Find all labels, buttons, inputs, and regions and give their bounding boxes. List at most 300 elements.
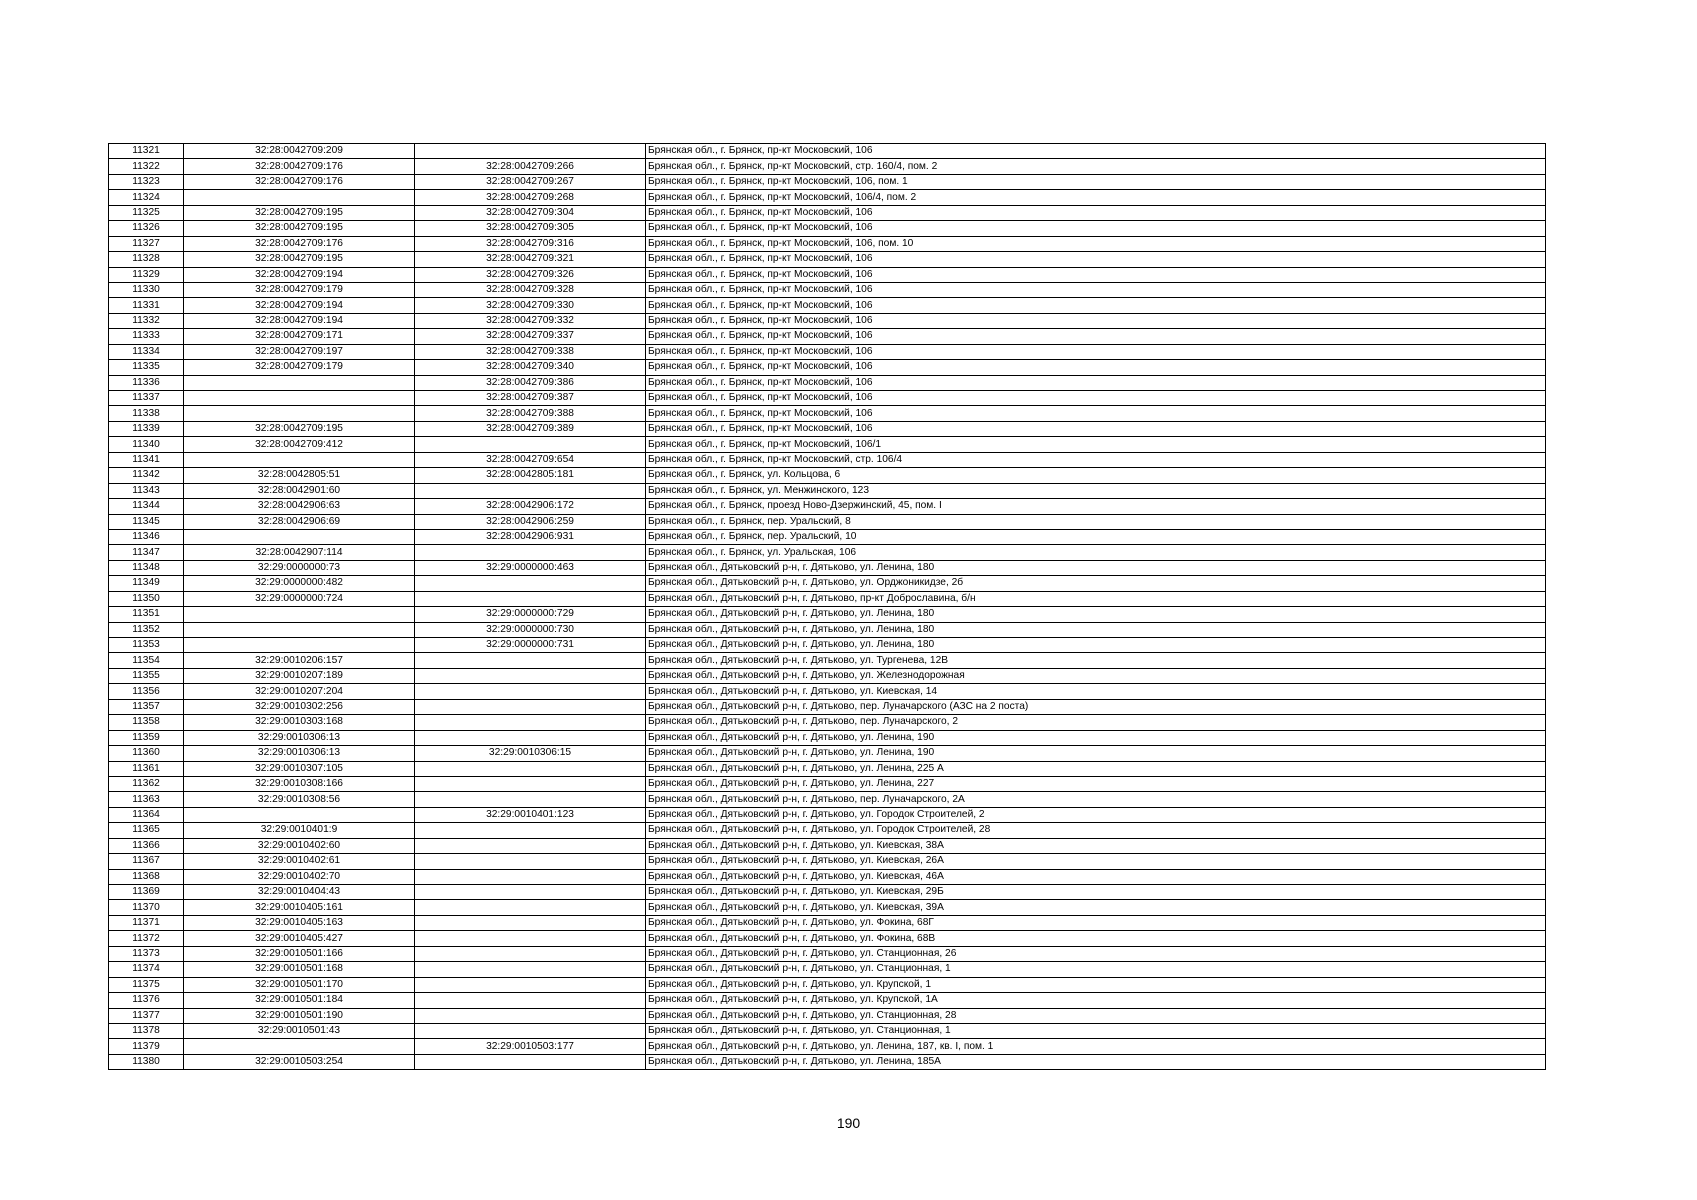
row-number-cell: 11362 [109,776,184,791]
table-row [109,545,1546,560]
address-cell: Брянская обл., Дятьковский р-н, г. Дятьково, ул. Киевская, 38А [646,838,1546,853]
address-cell: Брянская обл., Дятьковский р-н, г. Дятьково, ул. Ленина, 180 [646,560,1546,575]
address-cell: Брянская обл., г. Брянск, ул. Менжинского, 123 [646,483,1546,498]
parcel-cadastral-cell: 32:29:0010405:427 [184,931,415,946]
row-number-cell: 11327 [109,236,184,251]
row-number-cell: 11357 [109,699,184,714]
table-row [109,622,1546,637]
table-row [109,607,1546,622]
parcel-cadastral-cell: 32:29:0010308:166 [184,776,415,791]
address-cell: Брянская обл., Дятьковский р-н, г. Дятьково, пр-кт Доброславина, б/н [646,591,1546,606]
parcel-cadastral-cell: 32:29:0000000:73 [184,560,415,575]
row-number-cell: 11372 [109,931,184,946]
row-number-cell: 11345 [109,514,184,529]
table-row [109,946,1546,961]
parcel-cadastral-cell: 32:28:0042805:51 [184,468,415,483]
parcel-cadastral-cell: 32:29:0010207:204 [184,684,415,699]
row-number-cell: 11373 [109,946,184,961]
object-cadastral-cell [415,993,646,1008]
address-cell: Брянская обл., г. Брянск, пр-кт Московский, 106, пом. 10 [646,236,1546,251]
object-cadastral-cell [415,684,646,699]
address-cell: Брянская обл., Дятьковский р-н, г. Дятьково, ул. Киевская, 39А [646,900,1546,915]
object-cadastral-cell: 32:28:0042906:172 [415,499,646,514]
object-cadastral-cell [415,591,646,606]
table-row [109,962,1546,977]
table-row [109,174,1546,189]
parcel-cadastral-cell: 32:28:0042907:114 [184,545,415,560]
address-cell: Брянская обл., Дятьковский р-н, г. Дятьково, ул. Фокина, 68Г [646,915,1546,930]
address-cell: Брянская обл., Дятьковский р-н, г. Дятьково, ул. Ленина, 185А [646,1054,1546,1069]
address-cell: Брянская обл., г. Брянск, пр-кт Московский, стр. 106/4 [646,452,1546,467]
row-number-cell: 11321 [109,144,184,159]
table-row [109,1023,1546,1038]
parcel-cadastral-cell: 32:29:0010404:43 [184,885,415,900]
object-cadastral-cell [415,699,646,714]
object-cadastral-cell: 32:28:0042709:337 [415,329,646,344]
address-cell: Брянская обл., г. Брянск, пр-кт Московский, 106 [646,391,1546,406]
table-row [109,483,1546,498]
object-cadastral-cell: 32:29:0010401:123 [415,807,646,822]
parcel-cadastral-cell: 32:29:0010306:13 [184,730,415,745]
table-row [109,684,1546,699]
table-row [109,1054,1546,1069]
table-row [109,715,1546,730]
row-number-cell: 11324 [109,190,184,205]
table-row [109,977,1546,992]
row-number-cell: 11374 [109,962,184,977]
row-number-cell: 11329 [109,267,184,282]
object-cadastral-cell [415,962,646,977]
parcel-cadastral-cell: 32:29:0000000:724 [184,591,415,606]
table-row [109,591,1546,606]
object-cadastral-cell: 32:28:0042709:387 [415,391,646,406]
row-number-cell: 11369 [109,885,184,900]
object-cadastral-cell: 32:28:0042709:316 [415,236,646,251]
object-cadastral-cell: 32:28:0042906:931 [415,529,646,544]
table-row [109,360,1546,375]
table-row [109,529,1546,544]
parcel-cadastral-cell [184,190,415,205]
address-cell: Брянская обл., Дятьковский р-н, г. Дятьково, ул. Крупской, 1А [646,993,1546,1008]
address-cell: Брянская обл., Дятьковский р-н, г. Дятьково, ул. Станционная, 1 [646,962,1546,977]
object-cadastral-cell: 32:29:0010306:15 [415,746,646,761]
parcel-cadastral-cell: 32:28:0042709:195 [184,205,415,220]
row-number-cell: 11353 [109,638,184,653]
table-row [109,406,1546,421]
parcel-cadastral-cell [184,807,415,822]
object-cadastral-cell [415,931,646,946]
address-cell: Брянская обл., г. Брянск, ул. Кольцова, 6 [646,468,1546,483]
row-number-cell: 11347 [109,545,184,560]
row-number-cell: 11366 [109,838,184,853]
address-cell: Брянская обл., Дятьковский р-н, г. Дятьково, ул. Крупской, 1 [646,977,1546,992]
row-number-cell: 11359 [109,730,184,745]
parcel-cadastral-cell: 32:28:0042709:412 [184,437,415,452]
row-number-cell: 11363 [109,792,184,807]
table-row [109,746,1546,761]
parcel-cadastral-cell: 32:29:0010206:157 [184,653,415,668]
row-number-cell: 11365 [109,823,184,838]
table-row [109,313,1546,328]
object-cadastral-cell: 32:29:0000000:730 [415,622,646,637]
parcel-cadastral-cell: 32:29:0010401:9 [184,823,415,838]
address-cell: Брянская обл., Дятьковский р-н, г. Дятьково, пер. Луначарского, 2 [646,715,1546,730]
table-row [109,638,1546,653]
address-cell: Брянская обл., Дятьковский р-н, г. Дятьково, пер. Луначарского, 2А [646,792,1546,807]
table-row [109,807,1546,822]
table-row [109,730,1546,745]
registry-table-body [109,144,1546,1070]
address-cell: Брянская обл., Дятьковский р-н, г. Дятьково, ул. Ленина, 227 [646,776,1546,791]
row-number-cell: 11378 [109,1023,184,1038]
row-number-cell: 11379 [109,1039,184,1054]
table-row [109,854,1546,869]
parcel-cadastral-cell: 32:29:0010302:256 [184,699,415,714]
object-cadastral-cell: 32:28:0042709:338 [415,344,646,359]
object-cadastral-cell [415,1023,646,1038]
table-row [109,159,1546,174]
row-number-cell: 11349 [109,576,184,591]
object-cadastral-cell [415,653,646,668]
row-number-cell: 11360 [109,746,184,761]
table-row [109,699,1546,714]
parcel-cadastral-cell: 32:29:0010303:168 [184,715,415,730]
table-row [109,776,1546,791]
table-row [109,375,1546,390]
row-number-cell: 11356 [109,684,184,699]
address-cell: Брянская обл., г. Брянск, пр-кт Московский, 106 [646,252,1546,267]
table-row [109,792,1546,807]
row-number-cell: 11371 [109,915,184,930]
object-cadastral-cell [415,776,646,791]
table-row [109,205,1546,220]
parcel-cadastral-cell [184,391,415,406]
row-number-cell: 11330 [109,282,184,297]
parcel-cadastral-cell [184,406,415,421]
parcel-cadastral-cell [184,622,415,637]
object-cadastral-cell: 32:28:0042709:268 [415,190,646,205]
parcel-cadastral-cell [184,452,415,467]
object-cadastral-cell [415,854,646,869]
row-number-cell: 11333 [109,329,184,344]
address-cell: Брянская обл., г. Брянск, пр-кт Московский, 106 [646,205,1546,220]
address-cell: Брянская обл., Дятьковский р-н, г. Дятьково, ул. Ленина, 190 [646,730,1546,745]
object-cadastral-cell [415,869,646,884]
address-cell: Брянская обл., г. Брянск, ул. Уральская, 106 [646,545,1546,560]
table-row [109,437,1546,452]
object-cadastral-cell: 32:28:0042709:305 [415,221,646,236]
row-number-cell: 11352 [109,622,184,637]
table-row [109,993,1546,1008]
table-row [109,190,1546,205]
table-row [109,576,1546,591]
address-cell: Брянская обл., Дятьковский р-н, г. Дятьково, ул. Киевская, 26А [646,854,1546,869]
address-cell: Брянская обл., Дятьковский р-н, г. Дятьково, ул. Орджоникидзе, 2б [646,576,1546,591]
object-cadastral-cell [415,885,646,900]
parcel-cadastral-cell: 32:28:0042709:176 [184,174,415,189]
address-cell: Брянская обл., Дятьковский р-н, г. Дятьково, ул. Киевская, 46А [646,869,1546,884]
object-cadastral-cell [415,838,646,853]
address-cell: Брянская обл., Дятьковский р-н, г. Дятьково, ул. Киевская, 29Б [646,885,1546,900]
object-cadastral-cell: 32:28:0042709:266 [415,159,646,174]
table-row [109,282,1546,297]
row-number-cell: 11340 [109,437,184,452]
row-number-cell: 11323 [109,174,184,189]
parcel-cadastral-cell: 32:28:0042709:195 [184,421,415,436]
table-row [109,823,1546,838]
parcel-cadastral-cell: 32:28:0042709:195 [184,252,415,267]
object-cadastral-cell [415,437,646,452]
row-number-cell: 11332 [109,313,184,328]
address-cell: Брянская обл., Дятьковский р-н, г. Дятьково, ул. Городок Строителей, 28 [646,823,1546,838]
parcel-cadastral-cell: 32:28:0042709:195 [184,221,415,236]
row-number-cell: 11322 [109,159,184,174]
row-number-cell: 11348 [109,560,184,575]
row-number-cell: 11325 [109,205,184,220]
parcel-cadastral-cell: 32:29:0010501:43 [184,1023,415,1038]
registry-table [108,143,1546,1070]
row-number-cell: 11351 [109,607,184,622]
parcel-cadastral-cell: 32:29:0010501:170 [184,977,415,992]
parcel-cadastral-cell: 32:28:0042709:197 [184,344,415,359]
parcel-cadastral-cell [184,1039,415,1054]
parcel-cadastral-cell: 32:29:0010501:166 [184,946,415,961]
object-cadastral-cell: 32:28:0042805:181 [415,468,646,483]
table-row [109,869,1546,884]
table-row [109,236,1546,251]
address-cell: Брянская обл., г. Брянск, пр-кт Московский, 106 [646,221,1546,236]
table-row [109,838,1546,853]
object-cadastral-cell [415,668,646,683]
address-cell: Брянская обл., г. Брянск, пр-кт Московский, 106 [646,406,1546,421]
table-row [109,329,1546,344]
address-cell: Брянская обл., Дятьковский р-н, г. Дятьково, ул. Ленина, 190 [646,746,1546,761]
row-number-cell: 11344 [109,499,184,514]
row-number-cell: 11326 [109,221,184,236]
address-cell: Брянская обл., Дятьковский р-н, г. Дятьково, ул. Станционная, 28 [646,1008,1546,1023]
parcel-cadastral-cell [184,607,415,622]
parcel-cadastral-cell: 32:28:0042709:179 [184,360,415,375]
table-row [109,900,1546,915]
table-row [109,653,1546,668]
object-cadastral-cell: 32:28:0042709:389 [415,421,646,436]
row-number-cell: 11328 [109,252,184,267]
address-cell: Брянская обл., г. Брянск, пр-кт Московский, 106 [646,344,1546,359]
object-cadastral-cell [415,1054,646,1069]
table-row [109,452,1546,467]
object-cadastral-cell [415,915,646,930]
table-row [109,915,1546,930]
row-number-cell: 11377 [109,1008,184,1023]
address-cell: Брянская обл., Дятьковский р-н, г. Дятьково, ул. Ленина, 180 [646,607,1546,622]
parcel-cadastral-cell: 32:29:0010405:161 [184,900,415,915]
table-row [109,298,1546,313]
row-number-cell: 11368 [109,869,184,884]
object-cadastral-cell: 32:28:0042709:330 [415,298,646,313]
row-number-cell: 11358 [109,715,184,730]
table-row [109,514,1546,529]
table-row [109,144,1546,159]
row-number-cell: 11367 [109,854,184,869]
parcel-cadastral-cell: 32:29:0010501:190 [184,1008,415,1023]
address-cell: Брянская обл., г. Брянск, пр-кт Московский, 106/1 [646,437,1546,452]
address-cell: Брянская обл., Дятьковский р-н, г. Дятьково, пер. Луначарского (АЗС на 2 поста) [646,699,1546,714]
address-cell: Брянская обл., г. Брянск, пр-кт Московский, 106 [646,144,1546,159]
address-cell: Брянская обл., г. Брянск, пр-кт Московский, 106 [646,282,1546,297]
parcel-cadastral-cell: 32:29:0010402:60 [184,838,415,853]
address-cell: Брянская обл., Дятьковский р-н, г. Дятьково, ул. Станционная, 1 [646,1023,1546,1038]
row-number-cell: 11375 [109,977,184,992]
object-cadastral-cell: 32:28:0042709:321 [415,252,646,267]
parcel-cadastral-cell: 32:29:0010306:13 [184,746,415,761]
object-cadastral-cell: 32:28:0042709:654 [415,452,646,467]
table-row [109,468,1546,483]
object-cadastral-cell [415,946,646,961]
object-cadastral-cell [415,900,646,915]
address-cell: Брянская обл., г. Брянск, пр-кт Московский, 106 [646,375,1546,390]
row-number-cell: 11350 [109,591,184,606]
address-cell: Брянская обл., Дятьковский р-н, г. Дятьково, ул. Железнодорожная [646,668,1546,683]
parcel-cadastral-cell: 32:29:0010501:168 [184,962,415,977]
row-number-cell: 11355 [109,668,184,683]
object-cadastral-cell [415,792,646,807]
parcel-cadastral-cell [184,529,415,544]
parcel-cadastral-cell: 32:29:0000000:482 [184,576,415,591]
parcel-cadastral-cell: 32:28:0042709:176 [184,159,415,174]
row-number-cell: 11337 [109,391,184,406]
row-number-cell: 11380 [109,1054,184,1069]
table-row [109,1008,1546,1023]
parcel-cadastral-cell: 32:29:0010307:105 [184,761,415,776]
address-cell: Брянская обл., г. Брянск, пр-кт Московский, 106 [646,360,1546,375]
table-row [109,221,1546,236]
parcel-cadastral-cell [184,375,415,390]
table-row [109,668,1546,683]
object-cadastral-cell [415,545,646,560]
row-number-cell: 11346 [109,529,184,544]
row-number-cell: 11354 [109,653,184,668]
parcel-cadastral-cell: 32:29:0010405:163 [184,915,415,930]
table-row [109,560,1546,575]
row-number-cell: 11364 [109,807,184,822]
address-cell: Брянская обл., г. Брянск, пр-кт Московский, 106 [646,313,1546,328]
address-cell: Брянская обл., г. Брянск, пр-кт Московский, 106/4, пом. 2 [646,190,1546,205]
table-row [109,252,1546,267]
address-cell: Брянская обл., г. Брянск, пер. Уральский, 10 [646,529,1546,544]
table-row [109,267,1546,282]
object-cadastral-cell [415,1008,646,1023]
table-row [109,931,1546,946]
object-cadastral-cell [415,144,646,159]
table-row [109,885,1546,900]
address-cell: Брянская обл., Дятьковский р-н, г. Дятьково, ул. Киевская, 14 [646,684,1546,699]
address-cell: Брянская обл., г. Брянск, пр-кт Московский, 106, пом. 1 [646,174,1546,189]
table-row [109,1039,1546,1054]
parcel-cadastral-cell: 32:28:0042709:194 [184,267,415,282]
parcel-cadastral-cell: 32:28:0042906:69 [184,514,415,529]
row-number-cell: 11338 [109,406,184,421]
table-row [109,391,1546,406]
object-cadastral-cell: 32:29:0010503:177 [415,1039,646,1054]
address-cell: Брянская обл., Дятьковский р-н, г. Дятьково, ул. Ленина, 187, кв. I, пом. 1 [646,1039,1546,1054]
address-cell: Брянская обл., Дятьковский р-н, г. Дятьково, ул. Тургенева, 12В [646,653,1546,668]
object-cadastral-cell [415,483,646,498]
parcel-cadastral-cell: 32:29:0010402:61 [184,854,415,869]
address-cell: Брянская обл., г. Брянск, пр-кт Московский, 106 [646,421,1546,436]
row-number-cell: 11342 [109,468,184,483]
object-cadastral-cell: 32:28:0042906:259 [415,514,646,529]
object-cadastral-cell [415,715,646,730]
address-cell: Брянская обл., г. Брянск, пер. Уральский, 8 [646,514,1546,529]
address-cell: Брянская обл., Дятьковский р-н, г. Дятьково, ул. Ленина, 180 [646,638,1546,653]
row-number-cell: 11341 [109,452,184,467]
object-cadastral-cell [415,576,646,591]
parcel-cadastral-cell: 32:29:0010402:70 [184,869,415,884]
address-cell: Брянская обл., г. Брянск, проезд Ново-Дзержинский, 45, пом. I [646,499,1546,514]
object-cadastral-cell: 32:28:0042709:267 [415,174,646,189]
address-cell: Брянская обл., Дятьковский р-н, г. Дятьково, ул. Ленина, 225 А [646,761,1546,776]
object-cadastral-cell: 32:29:0000000:729 [415,607,646,622]
parcel-cadastral-cell: 32:28:0042709:194 [184,298,415,313]
table-row [109,761,1546,776]
row-number-cell: 11343 [109,483,184,498]
parcel-cadastral-cell: 32:28:0042709:194 [184,313,415,328]
address-cell: Брянская обл., г. Брянск, пр-кт Московский, 106 [646,329,1546,344]
address-cell: Брянская обл., г. Брянск, пр-кт Московский, 106 [646,298,1546,313]
parcel-cadastral-cell [184,638,415,653]
page-number: 190 [836,1115,861,1131]
row-number-cell: 11335 [109,360,184,375]
address-cell: Брянская обл., г. Брянск, пр-кт Московский, стр. 160/4, пом. 2 [646,159,1546,174]
object-cadastral-cell: 32:28:0042709:340 [415,360,646,375]
row-number-cell: 11336 [109,375,184,390]
object-cadastral-cell: 32:28:0042709:304 [415,205,646,220]
parcel-cadastral-cell: 32:28:0042709:176 [184,236,415,251]
object-cadastral-cell: 32:28:0042709:326 [415,267,646,282]
parcel-cadastral-cell: 32:29:0010503:254 [184,1054,415,1069]
object-cadastral-cell: 32:28:0042709:328 [415,282,646,297]
address-cell: Брянская обл., г. Брянск, пр-кт Московский, 106 [646,267,1546,282]
object-cadastral-cell [415,730,646,745]
parcel-cadastral-cell: 32:28:0042901:60 [184,483,415,498]
parcel-cadastral-cell: 32:29:0010501:184 [184,993,415,1008]
address-cell: Брянская обл., Дятьковский р-н, г. Дятьково, ул. Городок Строителей, 2 [646,807,1546,822]
table-row [109,344,1546,359]
parcel-cadastral-cell: 32:28:0042906:63 [184,499,415,514]
object-cadastral-cell [415,977,646,992]
table-row [109,421,1546,436]
parcel-cadastral-cell: 32:28:0042709:209 [184,144,415,159]
address-cell: Брянская обл., Дятьковский р-н, г. Дятьково, ул. Ленина, 180 [646,622,1546,637]
object-cadastral-cell: 32:29:0000000:463 [415,560,646,575]
object-cadastral-cell [415,823,646,838]
object-cadastral-cell: 32:28:0042709:332 [415,313,646,328]
parcel-cadastral-cell: 32:29:0010308:56 [184,792,415,807]
row-number-cell: 11334 [109,344,184,359]
parcel-cadastral-cell: 32:28:0042709:171 [184,329,415,344]
object-cadastral-cell: 32:28:0042709:388 [415,406,646,421]
row-number-cell: 11339 [109,421,184,436]
row-number-cell: 11370 [109,900,184,915]
object-cadastral-cell: 32:28:0042709:386 [415,375,646,390]
object-cadastral-cell [415,761,646,776]
row-number-cell: 11376 [109,993,184,1008]
parcel-cadastral-cell: 32:29:0010207:189 [184,668,415,683]
row-number-cell: 11361 [109,761,184,776]
address-cell: Брянская обл., Дятьковский р-н, г. Дятьково, ул. Фокина, 68В [646,931,1546,946]
row-number-cell: 11331 [109,298,184,313]
parcel-cadastral-cell: 32:28:0042709:179 [184,282,415,297]
